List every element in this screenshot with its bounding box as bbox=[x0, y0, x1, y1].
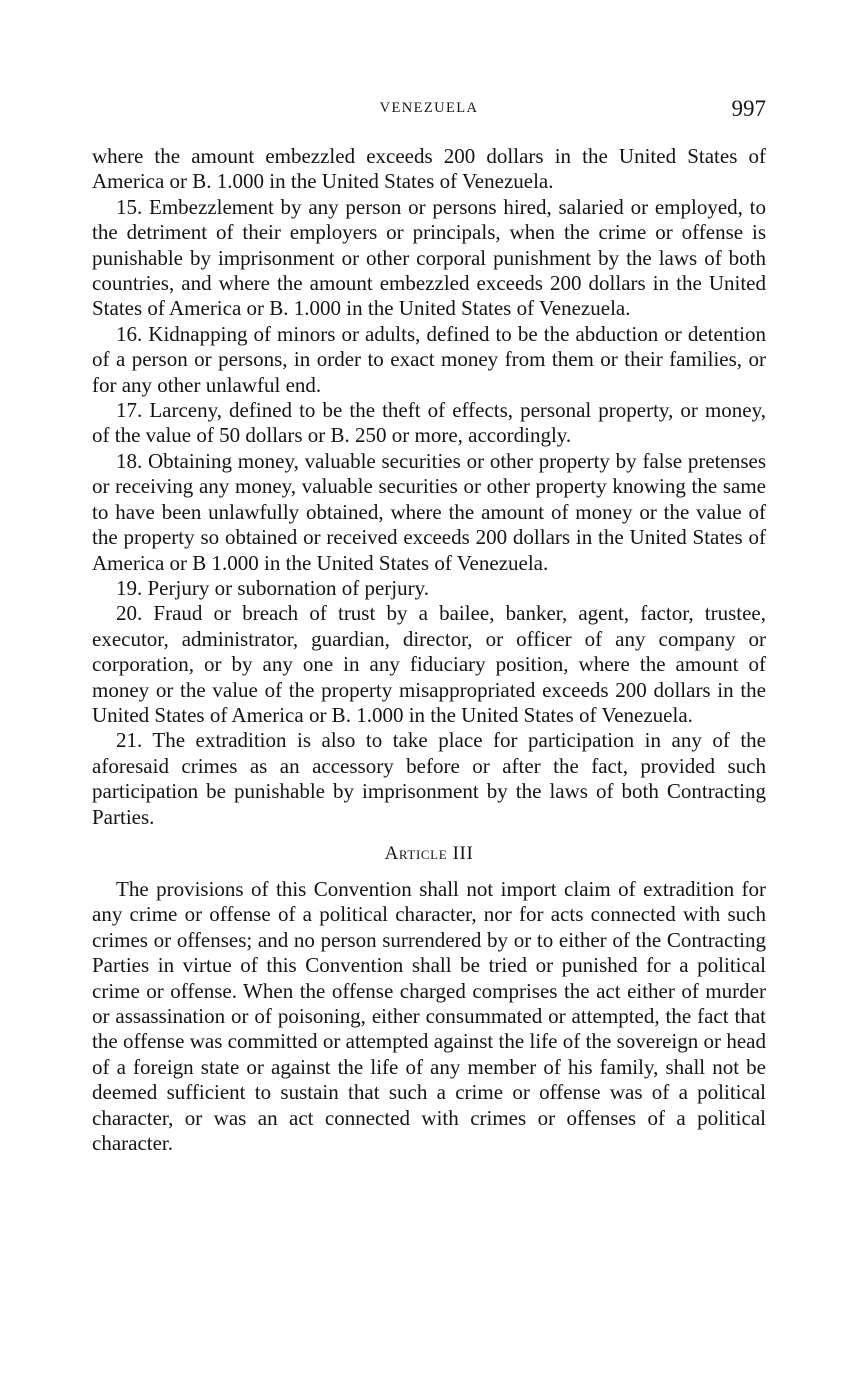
article-iii-paragraph: The provisions of this Convention shall not import claim of extradition for any crime or offense of a political character, nor for acts connected with such crimes or offenses; and no person surrendered by or to either of the Contracting Parties in virtue of this Convention shall be tried or punished for a political crime or offense. When the offense charged comprises the act either of murder or assassination or of poisoning, either consummated or attempted, the fact that the offense was committed or attempted against the life of the sovereign or head of a foreign state or against the life of any member of his family, shall not be deemed sufficient to sustain that such a crime or offense was of a political character, or was an act connected with crimes or offenses of a political character. bbox=[92, 876, 766, 1156]
clause-18: 18. Obtaining money, valuable securities or other property by false pretenses or receiving any money, valuable securities or other property knowing the same to have been unlawfully obtained, where the amount of money or the value of the property so obtained or received exceeds 200 dollars in the United States of America or B 1.000 in the United States of Venezuela. bbox=[92, 448, 766, 575]
continued-paragraph: where the amount embezzled exceeds 200 dollars in the United States of America or B. 1.000 in the United States of Venezuela. bbox=[92, 144, 766, 194]
article-heading bbox=[92, 841, 766, 867]
clause-20: 20. Fraud or breach of trust by a bailee, banker, agent, factor, trustee, executor, administrator, guardian, director, or officer of any company or corporation, or by any one in any fiduciary position, where the amount of money or the value of the property misappropriated exceeds 200 dollars in the United States of America or B. 1.000 in the United States of Venezuela. bbox=[92, 601, 766, 727]
clause-15: 15. Embezzlement by any person or persons hired, salaried or employed, to the detriment of their employers or principals, when the crime or offense is punishable by imprisonment or other corporal punishment by the laws of both countries, and where the amount embezzled exceeds 200 dollars in the United States of America or B. 1.000 in the United States of Venezuela. bbox=[92, 194, 766, 321]
running-header bbox=[92, 96, 766, 128]
page-number: 997 bbox=[731, 96, 766, 121]
running-title: VENEZUELA bbox=[379, 100, 479, 116]
body-text bbox=[92, 144, 766, 1156]
article-heading-text: Article III bbox=[384, 842, 474, 864]
clause-16: 16. Kidnapping of minors or adults, defined to be the abduction or detention of a person or persons, in order to exact money from them or their families, or for any other unlawful end. bbox=[92, 321, 766, 397]
clause-19: 19. Perjury or subornation of perjury. bbox=[116, 575, 429, 600]
clause-17: 17. Larceny, defined to be the theft of effects, personal property, or money, of the value of 50 dollars or B. 250 or more, accordingly. bbox=[92, 398, 766, 448]
clause-21: 21. The extradition is also to take place for participation in any of the aforesaid crimes as an accessory before or after the fact, provided such participation be punishable by imprisonment by the laws of both Contracting Parties. bbox=[92, 728, 766, 829]
